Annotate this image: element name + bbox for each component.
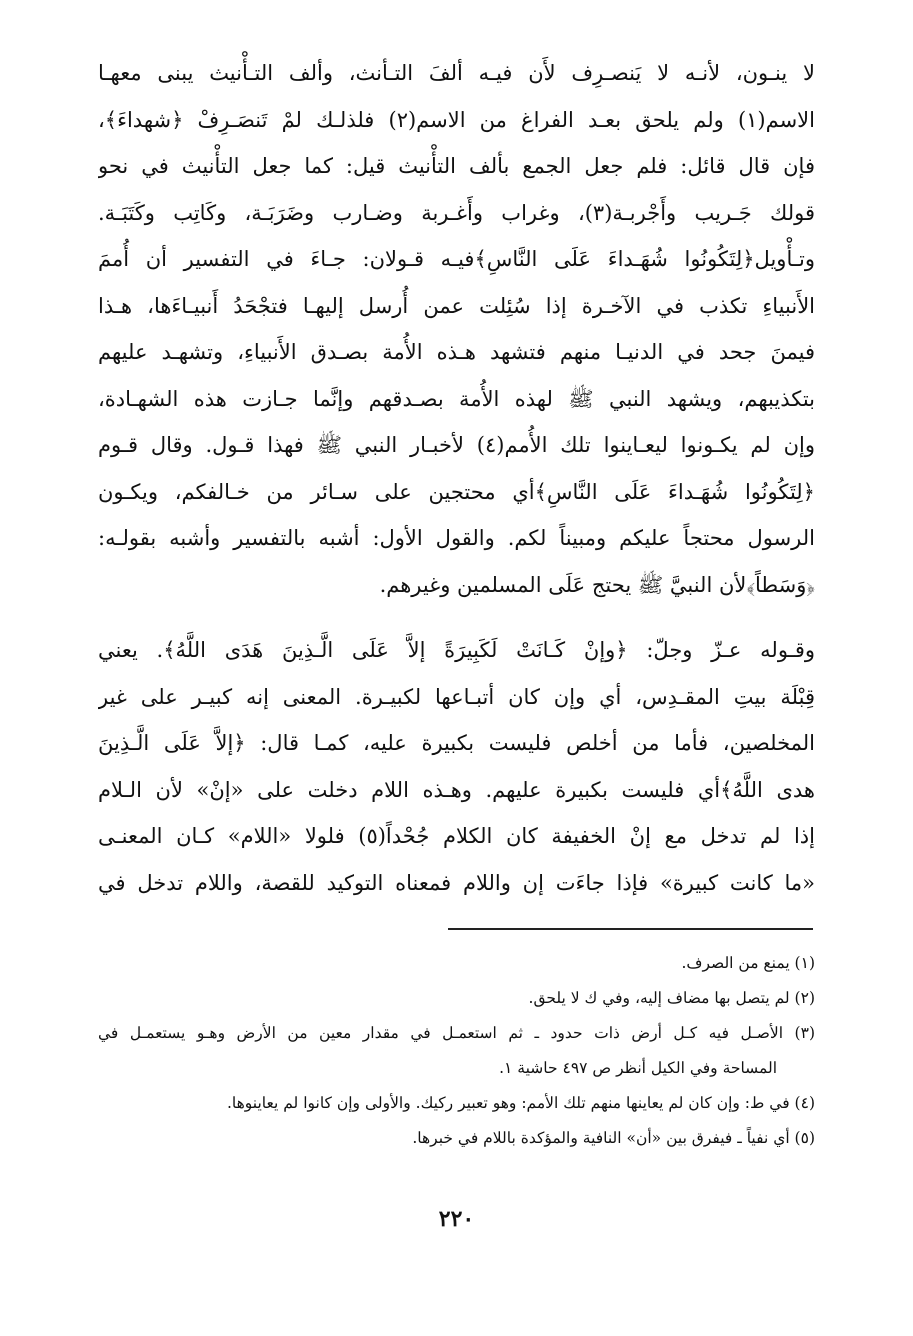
footnote: (٤) في ط: وإن كان لم يعاينها منهم تلك الأمم: وهو تعبير ركيك. والأولى وإن كانوا لم يعاينوها. xyxy=(226,1094,815,1112)
text-line: بتكذيبهم، ويشهد النبي ﷺ لهذه الأُمة بصـدقهم وإنَّما جـازت هذه الشهـادة، xyxy=(98,386,815,411)
text-line: إذا لم تدخل مع إنْ الخفيفة كان الكلام جُحْداً(٥) فلولا «اللام» كـان المعنـى xyxy=(98,824,815,848)
footnote: (٢) لم يتصل بها مضاف إليه، وفي ك لا يلحق. xyxy=(528,989,815,1007)
footnotes xyxy=(98,946,815,1156)
paragraph-gap xyxy=(98,608,815,627)
text-line: «ما كانت كبيرة» فإذا جاءَت إن واللام فمعناه التوكيد للقصة، واللام تدخل في xyxy=(98,870,815,895)
footnote: (٥) أي نفياً ـ فيفرق بين «أن» النافية والمؤكدة باللام في خبرها. xyxy=(412,1129,815,1147)
text-line: الرسول محتجاً عليكم ومبيناً لكم. والقول الأول: أشبه بالتفسير وأشبه بقولـه: xyxy=(98,526,815,550)
text-line: فإن قال قائل: فلم جعل الجمع بألف التأْنيث قيل: كما جعل التأْنيث في نحو xyxy=(98,154,815,178)
footnote: (٣) الأصـل فيه كـل أرض ذات حدود ـ ثم استعمـل في مقدار معين من الأرض وهـو يستعمـل في xyxy=(98,1024,815,1042)
text-line: فيمنَ جحد في الدنيـا منهم فتشهد هـذه الأُمة بصـدق الأَنبياءِ، وتشهـد عليهم xyxy=(98,340,815,364)
text-line: ﴿لِتَكُونُوا شُهَـداءَ عَلَى النَّاسِ﴾أي محتجين على سـائر من خـالفكم، ويكـون xyxy=(98,479,815,504)
text-line: المخلصين، فأما من أخلص فليست بكبيرة عليه، كمـا قال: ﴿إلاَّ عَلَى الَّـذِينَ xyxy=(98,731,815,755)
text-line: ﴿وَسَطاً﴾لأن النبيَّ ﷺ يحتج عَلَى المسلمين وغيرهم. xyxy=(379,572,815,597)
text-line: الأَنبياءِ تكذب في الآخـرة إذا سُئِلت عمن أُرسل إليهـا فتجْحَدُ أَنبيـاءَها، هـذا xyxy=(98,293,815,318)
footnote: (١) يمنع من الصرف. xyxy=(681,954,815,972)
footnote-divider xyxy=(448,928,813,930)
text-line: وتـأْويل﴿لِتَكُونُوا شُهَـداءَ عَلَى النَّاسِ﴾فيـه قـولان: جـاءَ في التفسير أن أُممَ xyxy=(98,247,815,271)
text-line: وقـوله عـزّ وجلّ: ﴿وإنْ كَـانَتْ لَكَبِيرَةً إلاَّ عَلَى الَّـذِينَ هَدَى اللَّهُ﴾. يعني xyxy=(98,638,815,662)
main-text xyxy=(98,50,815,906)
text-line: وإن لم يكـونوا ليعـاينوا تلك الأُمم(٤) لأخبـار النبي ﷺ فهذا قـول. وقال قـوم xyxy=(98,433,815,457)
text-line: الاسم(١) ولم يلحق بعـد الفراغ من الاسم(٢) فلذلـك لمْ تَنصَـرِفْ ﴿شهداءَ﴾، xyxy=(98,107,815,132)
text-line: لا ينـون، لأنـه لا يَنصـرِف لأَن فيـه ألفَ التـأنث، وألف التـأْنيث يبنى معهـا xyxy=(98,61,815,85)
text-line: هدى اللَّهُ﴾أي فليست بكبيرة عليهم. وهـذه اللام دخلت على «إنْ» لأن الـلام xyxy=(98,777,815,802)
text-line: قِبْلَة بيتِ المقـدِس، أي وإن كان أتبـاعها لكبيـرة. المعنى إنه كبيـر على غير xyxy=(98,684,815,709)
text-line: قولك جَـريب وأَجْربـة(٣)، وغراب وأَغـربة وضـارب وضَرَبَـة، وكَاتِب وكَتَبَـة. xyxy=(98,200,815,225)
footnote-continuation: المساحة وفي الكيل أنظر ص ٤٩٧ حاشية ١. xyxy=(499,1059,777,1077)
page-number: ٢٢٠ xyxy=(438,1206,475,1232)
